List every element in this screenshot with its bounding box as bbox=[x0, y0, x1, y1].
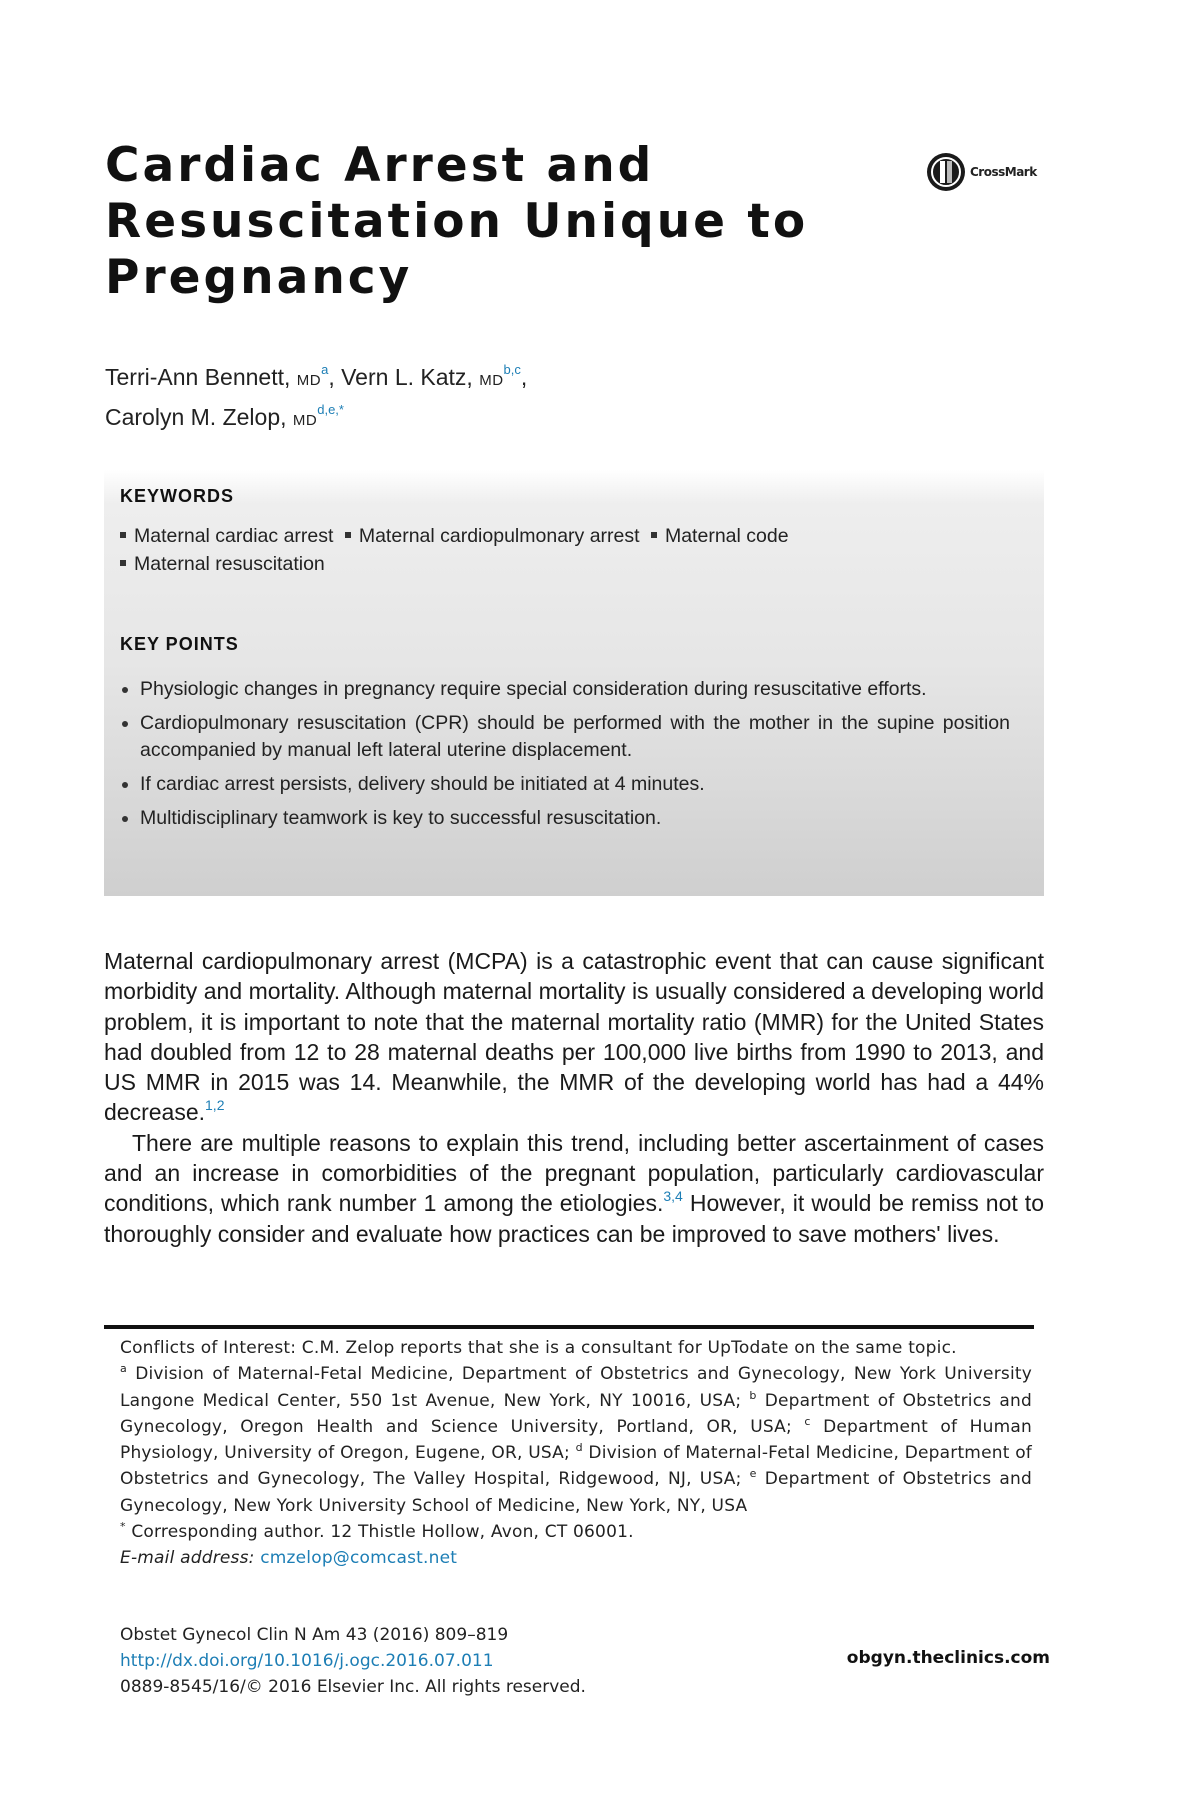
key-point-item: Multidisciplinary teamwork is key to successful resuscitation. bbox=[120, 805, 1010, 832]
footnotes bbox=[120, 1335, 1032, 1572]
reference-link[interactable]: 1,2 bbox=[205, 1097, 225, 1114]
keyword-item: Maternal cardiac arrest bbox=[120, 525, 333, 547]
key-point-item: If cardiac arrest persists, delivery should be initiated at 4 minutes. bbox=[120, 771, 1010, 798]
author-separator: , bbox=[328, 364, 335, 390]
article-body bbox=[104, 946, 1044, 1249]
author-separator: , bbox=[520, 364, 528, 390]
author-degree: MD bbox=[292, 412, 318, 429]
author-list bbox=[105, 359, 1005, 439]
crossmark-badge[interactable] bbox=[926, 150, 1046, 194]
key-points-list bbox=[120, 676, 1010, 839]
key-point-item: Physiologic changes in pregnancy require special consideration during resuscitative efforts. bbox=[120, 676, 1010, 703]
body-paragraph: Maternal cardiopulmonary arrest (MCPA) is a catastrophic event that can cause significant morbidity and mortality. Although maternal mortality is usually considered a developing world problem, it is important to note that the maternal mortality ratio (MMR) for the United States had doubled from 12 to 28 maternal deaths per 100,000 live births from 1990 to 2013, and US MMR in 2015 was 14. Meanwhile, the MMR of the developing world has had a 44% decrease.$^{1,2}$ bbox=[104, 948, 1044, 1126]
square-bullet-icon bbox=[120, 532, 126, 538]
affiliation-marker[interactable]: d,e,* bbox=[317, 402, 344, 417]
email-link[interactable]: cmzelop@comcast.net bbox=[260, 1548, 458, 1569]
crossmark-icon bbox=[926, 152, 966, 192]
email-note: E-mail address: cmzelop@comcast.net bbox=[120, 1548, 458, 1569]
author-name: Terri-Ann Bennett, bbox=[105, 364, 291, 390]
crossmark-label: CrossMark bbox=[970, 165, 1037, 179]
doi-link[interactable]: http://dx.doi.org/10.1016/j.ogc.2016.07.011 bbox=[120, 1651, 494, 1671]
key-points-heading: KEY POINTS bbox=[120, 634, 239, 654]
author-degree: MD bbox=[479, 372, 504, 389]
keywords-list bbox=[120, 522, 1020, 578]
author-name: Carolyn M. Zelop, bbox=[105, 404, 287, 430]
author-degree: MD bbox=[296, 372, 322, 389]
affiliations-note: $^a$ Division of Maternal-Fetal Medicine, Department of Obstetrics and Gynecology, New York University Langone Medical Center, 550 1st Avenue, New York, NY 10016, USA; $^b$ Department of Obstetrics and Gynecology, Oregon Health and Science University, Portland, OR, USA; $^c$ Department of Human Physiology, University of Oregon, Eugene, OR, USA; $^d$ Division of Maternal-Fetal Medicine, Department of Obstetrics and Gynecology, The Valley Hospital, Ridgewood, NJ, USA; $^e$ Department of Obstetrics and Gynecology, New York University School of Medicine, New York, NY, USA bbox=[120, 1362, 1032, 1516]
keyword-item: Maternal resuscitation bbox=[120, 553, 325, 575]
conflicts-note: Conflicts of Interest: C.M. Zelop reports that she is a consultant for UpTodate on the same topic. bbox=[120, 1338, 957, 1358]
affiliation-marker[interactable]: b,c bbox=[503, 362, 521, 377]
square-bullet-icon bbox=[345, 532, 351, 538]
footnote-divider bbox=[104, 1325, 1034, 1329]
citation-block bbox=[120, 1622, 820, 1700]
journal-website: obgyn.theclinics.com bbox=[846, 1648, 1050, 1668]
reference-link[interactable]: 3,4 bbox=[663, 1188, 683, 1205]
keywords-box bbox=[104, 470, 1044, 896]
square-bullet-icon bbox=[651, 532, 657, 538]
article-title: Cardiac Arrest and Resuscitation Unique to Pregnancy bbox=[105, 138, 809, 305]
keywords-heading: KEYWORDS bbox=[120, 486, 235, 506]
affiliation-marker[interactable]: a bbox=[321, 362, 329, 377]
key-point-item: Cardiopulmonary resuscitation (CPR) should be performed with the mother in the supine position accompanied by manual left lateral uterine displacement. bbox=[120, 710, 1010, 764]
copyright-notice: 0889-8545/16/© 2016 Elsevier Inc. All rights reserved. bbox=[120, 1677, 586, 1697]
keyword-item: Maternal cardiopulmonary arrest bbox=[345, 525, 640, 547]
journal-citation: Obstet Gynecol Clin N Am 43 (2016) 809–819 bbox=[120, 1625, 509, 1645]
author-name: Vern L. Katz, bbox=[341, 364, 473, 390]
body-paragraph: There are multiple reasons to explain this trend, including better ascertainment of cases and an increase in comorbidities of the pregnant population, particularly cardiovascular conditions, which rank number 1 among the etiologies.$^{3,4}$ However, it would be remiss not to thoroughly consider and evaluate how practices can be improved to save mothers' lives. bbox=[104, 1129, 1044, 1247]
square-bullet-icon bbox=[120, 560, 126, 566]
keyword-item: Maternal code bbox=[651, 525, 789, 547]
corresponding-note: * Corresponding author. 12 Thistle Hollow, Avon, CT 06001. bbox=[120, 1520, 634, 1543]
